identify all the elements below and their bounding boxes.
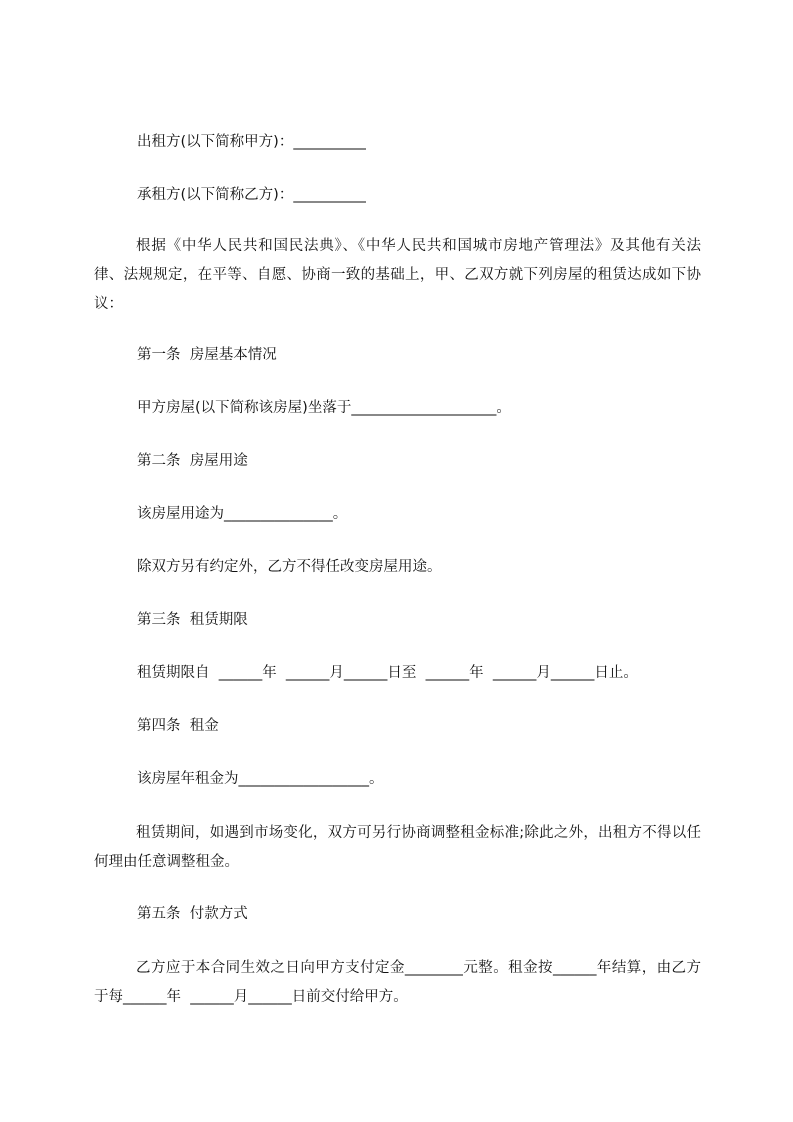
- lessee-line: 承租方(以下简称乙方)：__________: [137, 187, 366, 203]
- article2-body1: 该房屋用途为_______________。: [137, 506, 348, 522]
- article5-heading: 第五条 付款方式: [137, 906, 248, 922]
- article1-body: 甲方房屋(以下简称该房屋)坐落于____________________。: [137, 400, 511, 416]
- lessor-line: 出租方(以下简称甲方)：__________: [137, 134, 366, 150]
- article3-heading: 第三条 租赁期限: [137, 612, 248, 628]
- article2-body2: 除双方另有约定外，乙方不得任改变房屋用途。: [137, 559, 442, 575]
- article5-body: 乙方应于本合同生效之日向甲方支付定金________元整。租金按______年结算，由乙方于每______年 ______月______日前交付给甲方。: [94, 960, 701, 1005]
- preamble-paragraph: 根据《中华人民共和国民法典》、《中华人民共和国城市房地产管理法》及其他有关法律、法规规定，在平等、自愿、协商一致的基础上，甲、乙双方就下列房屋的租赁达成如下协议：: [94, 238, 701, 312]
- article4-body1: 该房屋年租金为__________________。: [137, 771, 384, 787]
- article1-heading: 第一条 房屋基本情况: [137, 347, 277, 363]
- article3-body: 租赁期限自 ______年 ______月______日至 ______年 ______月______日止。: [137, 665, 638, 681]
- article4-heading: 第四条 租金: [137, 718, 219, 734]
- article4-body2: 租赁期间，如遇到市场变化，双方可另行协商调整租金标准;除此之外，出租方不得以任何理由任意调整租金。: [94, 825, 701, 870]
- article2-heading: 第二条 房屋用途: [137, 453, 248, 469]
